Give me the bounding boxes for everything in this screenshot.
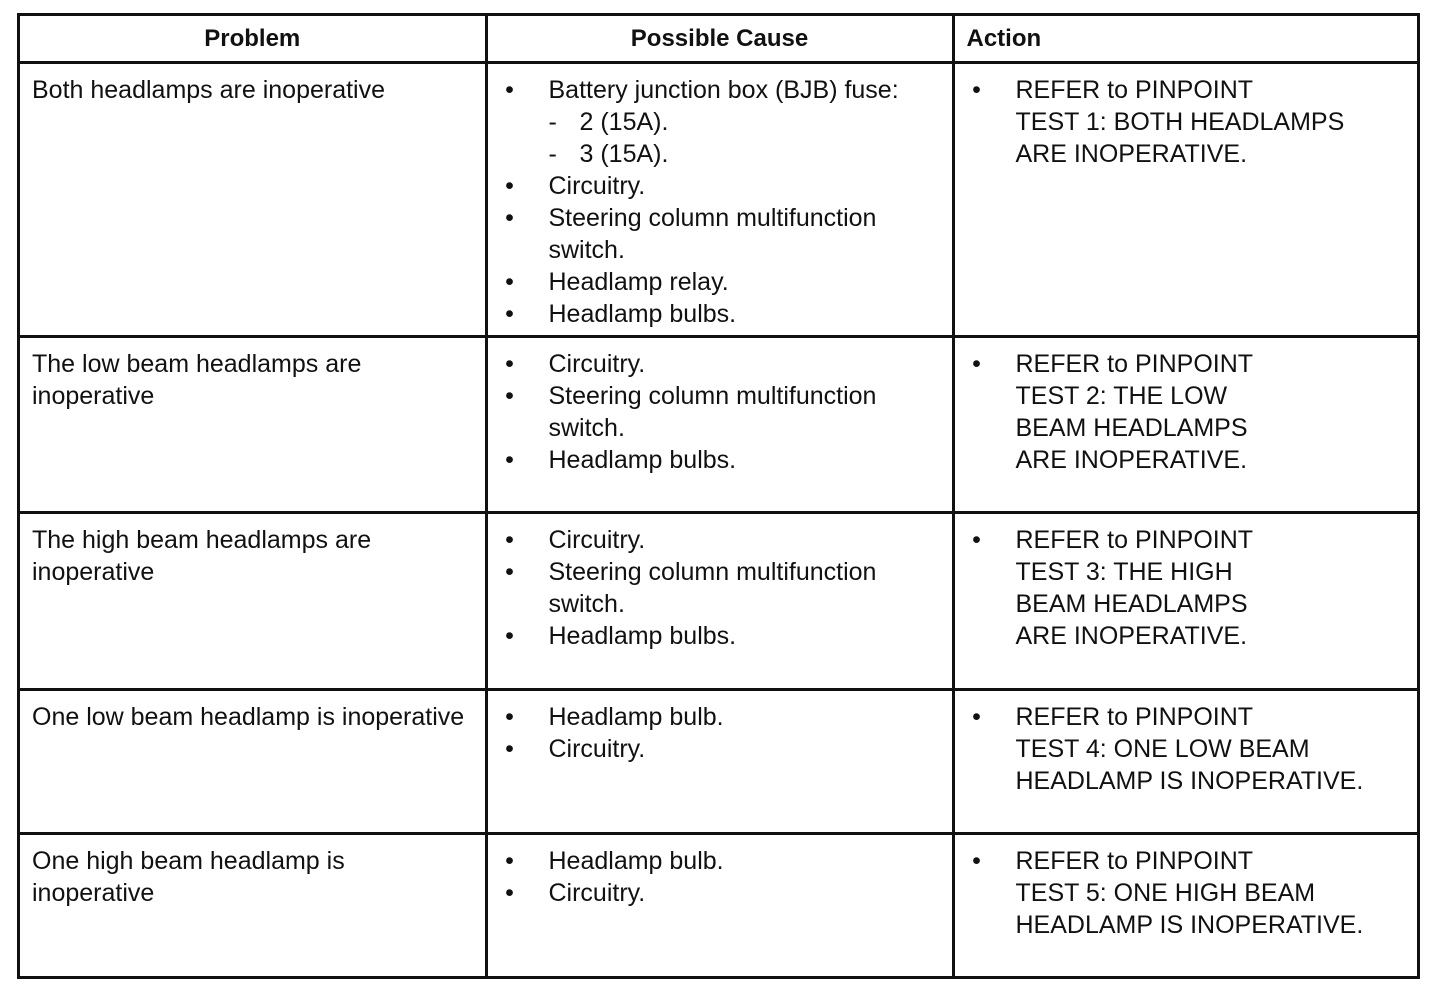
bullet-icon: • [505,735,514,763]
cause-item [488,380,940,444]
cause-list [488,701,940,765]
cause-text: Steering column multifunction switch. [548,382,877,442]
action-item [955,348,1406,476]
cause-item [488,701,940,733]
action-list [955,845,1406,941]
cause-item [488,266,940,298]
bullet-icon: • [505,350,514,378]
cause-text: Circuitry. [548,526,646,554]
bullet-icon: • [972,703,981,731]
cause-cell [486,337,953,513]
table-header-row [20,16,1417,63]
table-row [20,513,1417,690]
problem-cell: The high beam headlamps are inoperative [20,513,486,690]
cause-item [488,620,940,652]
cause-text: Headlamp bulbs. [548,446,737,474]
problem-cell: One high beam headlamp is inoperative [20,834,486,977]
problem-cell: Both headlamps are inoperative [20,63,486,337]
header-action: Action [953,16,1417,63]
cause-item [488,74,940,170]
table-row [20,63,1417,337]
cause-text: Headlamp relay. [548,268,729,296]
cause-list [488,74,940,330]
cause-text: Headlamp bulbs. [548,622,737,650]
cause-item [488,298,940,330]
cause-text: Circuitry. [548,172,646,200]
action-text: REFER to PINPOINT TEST 3: THE HIGH BEAM HEADLAMPS ARE INOPERATIVE. [1015,526,1254,650]
problem-cell: One low beam headlamp is inoperative [20,690,486,834]
cause-item [488,524,940,556]
cause-cell [486,690,953,834]
bullet-icon: • [505,622,514,650]
table-row [20,337,1417,513]
action-list [955,524,1406,652]
action-item [955,701,1406,797]
action-item [955,845,1406,941]
cause-text: Steering column multifunction switch. [548,204,877,264]
diagnostic-table-frame [17,13,1420,979]
action-list [955,74,1406,170]
cause-list [488,524,940,652]
cause-text: Circuitry. [548,350,646,378]
fuse-text: 3 (15A). [579,140,669,168]
bullet-icon: • [505,382,514,410]
action-text: REFER to PINPOINT TEST 4: ONE LOW BEAM HEADLAMP IS INOPERATIVE. [1015,703,1364,795]
bullet-icon: • [505,446,514,474]
fuse-sublist [549,106,940,170]
bullet-icon: • [505,558,514,586]
bullet-icon: • [972,350,981,378]
bullet-icon: • [505,526,514,554]
cause-list [488,845,940,909]
cause-cell [486,513,953,690]
fuse-item [549,138,940,170]
bullet-icon: • [505,879,514,907]
cause-text: Steering column multifunction switch. [548,558,877,618]
action-cell [953,834,1417,977]
cause-text: Battery junction box (BJB) fuse: [548,76,899,104]
cause-text: Headlamp bulb. [548,703,724,731]
header-possible-cause: Possible Cause [486,16,953,63]
cause-text: Circuitry. [548,735,646,763]
cause-item [488,556,940,620]
action-item [955,74,1406,170]
bullet-icon: • [505,847,514,875]
bullet-icon: • [505,172,514,200]
cause-item [488,202,940,266]
action-list [955,701,1406,797]
symptom-chart-table [20,16,1417,976]
action-list [955,348,1406,476]
dash-icon: - [548,108,557,136]
dash-icon: - [548,140,557,168]
action-cell [953,63,1417,337]
bullet-icon: • [972,526,981,554]
cause-item [488,845,940,877]
cause-item [488,733,940,765]
table-row [20,834,1417,977]
fuse-item [549,106,940,138]
action-text: REFER to PINPOINT TEST 5: ONE HIGH BEAM HEADLAMP IS INOPERATIVE. [1015,847,1364,939]
cause-item [488,877,940,909]
table-row [20,690,1417,834]
problem-cell: The low beam headlamps are inoperative [20,337,486,513]
cause-item [488,348,940,380]
fuse-text: 2 (15A). [579,108,669,136]
cause-text: Headlamp bulb. [548,847,724,875]
bullet-icon: • [972,847,981,875]
cause-list [488,348,940,476]
bullet-icon: • [505,204,514,232]
bullet-icon: • [972,76,981,104]
action-cell [953,337,1417,513]
bullet-icon: • [505,300,514,328]
bullet-icon: • [505,268,514,296]
action-cell [953,513,1417,690]
cause-text: Headlamp bulbs. [548,300,737,328]
action-text: REFER to PINPOINT TEST 1: BOTH HEADLAMPS ARE INOPERATIVE. [1015,76,1345,168]
cause-cell [486,63,953,337]
header-problem: Problem [20,16,486,63]
action-text: REFER to PINPOINT TEST 2: THE LOW BEAM HEADLAMPS ARE INOPERATIVE. [1015,350,1254,474]
bullet-icon: • [505,703,514,731]
bullet-icon: • [505,76,514,104]
cause-cell [486,834,953,977]
action-cell [953,690,1417,834]
cause-item [488,170,940,202]
cause-item [488,444,940,476]
cause-text: Circuitry. [548,879,646,907]
action-item [955,524,1406,652]
